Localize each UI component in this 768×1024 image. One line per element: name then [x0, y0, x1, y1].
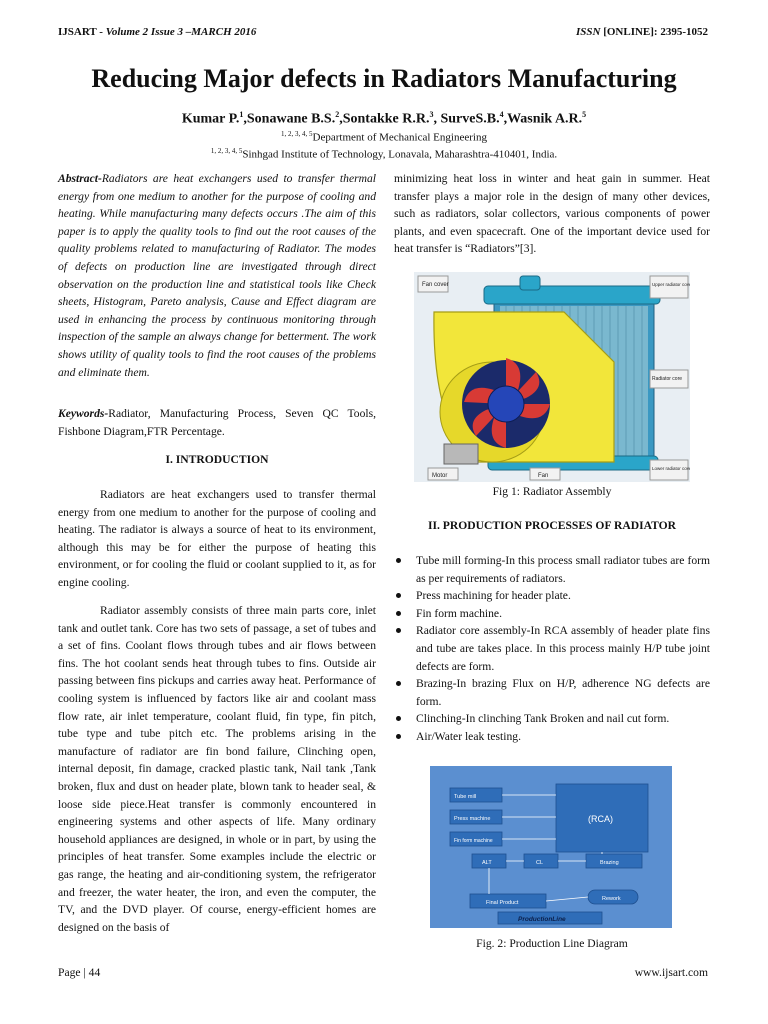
- list-item: Clinching-In clinching Tank Broken and nail cut form.: [394, 710, 710, 728]
- keywords: [58, 405, 376, 440]
- intro-paragraph-1: Radiators are heat exchangers used to transfer thermal energy from one medium to another for the purpose of cooling and heating. The radiator is always a source of heat to its environment, although this may be for either the purpose of heating this environment, or for cooling the fluid or coolant supplied to it, as for engine cooling.: [58, 488, 376, 589]
- abstract: [58, 170, 376, 381]
- author-name: , SurveS.B.: [433, 111, 500, 127]
- label-motor: Motor: [432, 473, 448, 479]
- label-tube-mill: Tube mill: [454, 794, 477, 800]
- label-radiator-core: Radiator core: [652, 376, 683, 382]
- journal-volume: Volume 2 Issue 3 –MARCH 2016: [105, 26, 257, 38]
- list-item: Air/Water leak testing.: [394, 728, 710, 746]
- figure-1-caption: Fig 1: Radiator Assembly: [492, 485, 612, 498]
- radiator-assembly-illustration: [414, 272, 690, 482]
- intro-paragraph-2: Radiator assembly consists of three main parts core, inlet tank and outlet tank. Core has two sets of passage, a set of tubes and a set of fins. Coolant flows through tubes and air flows between fins. The hot coolant sends heat through tubes to fins. Outside air passing between fins pickups and carries away heat. Performance of cooling system is influenced by factors like air and coolant mass flow rate, air inlet temperature, coolant fluid, fin type, fin pitch, tube type and tube pitch etc. The problems arising in the manufacture of radiator are fin bond failure, Clinching open, internal deposit, fin damage, cracked plastic tank, Nail tank ,Tank broken, flux and dust on header plate, blown tank to header seal, & loose side piece.Heat transfer is commonly encountered in engineering systems and other aspects of life. Many ordinary household appliances are designed, in whole or in part, by using the principles of heat transfer. Some examples include the electric or gas range, the heating and air-conditioning system, the refrigerator and freezer, the water heater, the iron, and even the computer, the TV, and the DVD player. Of course, energy-efficient homes are designed on the basis of: [58, 604, 376, 934]
- page-number: Page | 44: [58, 966, 101, 979]
- label-rca: (RCA): [588, 814, 613, 824]
- author-name: ,Wasnik A.R.: [503, 111, 583, 127]
- journal-name: IJSART -: [58, 26, 106, 38]
- label-fan: Fan: [538, 473, 549, 479]
- label-final-product: Final Product: [486, 900, 519, 906]
- label-production-line: ProductionLine: [518, 916, 566, 923]
- author-name: ,Sontakke R.R.: [339, 111, 430, 127]
- label-alt: ALT: [482, 860, 492, 866]
- label-brazing: Brazing: [600, 860, 619, 866]
- list-item: Press machining for header plate.: [394, 587, 710, 605]
- label-rework: Rework: [602, 896, 621, 902]
- issn-header: [576, 26, 708, 38]
- section-heading-production: II. PRODUCTION PROCESSES OF RADIATOR: [427, 519, 677, 532]
- journal-header: [58, 26, 256, 38]
- author-name: ,Sonawane B.S.: [243, 111, 336, 127]
- label-cl: CL: [536, 860, 544, 866]
- affiliation-department: $^{1, 2, 3, 4, 5}$Department of Mechanical Engineering: [281, 130, 487, 144]
- list-item: Radiator core assembly-In RCA assembly of header plate fins and tube are takes place. In this process mainly H/P tube joint defects are form.: [394, 622, 710, 675]
- production-line-svg: [430, 766, 672, 928]
- label-lower-tank: Lower radiator cover: [652, 466, 690, 471]
- label-upper-tank: Upper radiator cover: [652, 282, 690, 287]
- issn-label: ISSN: [575, 26, 601, 38]
- journal-website-link[interactable]: www.ijsart.com: [634, 966, 708, 979]
- radiator-assembly-figure: [414, 272, 690, 482]
- label-fin-form: Fin form machine: [454, 838, 493, 844]
- paper-title: Reducing Major defects in Radiators Manufacturing: [91, 64, 677, 93]
- label-press-machine: Press machine: [454, 816, 491, 822]
- keywords-label: Keywords-: [58, 407, 109, 420]
- intro-paragraph-2-continued: minimizing heat loss in winter and heat gain in summer. Heat transfer plays a major role in the design of many other devices, such as radiators, solar collectors, various components of power plants, and even spacecraft. One of the important device used for heat transfer is “Radiators”[3].: [394, 172, 710, 256]
- affiliation-institute: $^{1, 2, 3, 4, 5}$Sinhgad Institute of Technology, Lonavala, Maharashtra-410401, India.: [210, 147, 558, 161]
- list-item: Fin form machine.: [394, 605, 710, 623]
- issn-value: [ONLINE]: 2395-1052: [603, 26, 708, 38]
- figure-2-caption: Fig. 2: Production Line Diagram: [476, 937, 628, 950]
- section-heading-introduction: I. INTRODUCTION: [165, 453, 269, 466]
- author-name: Kumar P.: [181, 111, 240, 127]
- production-line-diagram: [430, 766, 672, 928]
- list-item: Brazing-In brazing Flux on H/P, adherence NG defects are form.: [394, 675, 710, 710]
- author-list: Kumar P.$^1$,Sonawane B.S.$^2$,Sontakke R.R.$^3$, SurveS.B.$^4$,Wasnik A.R.$^5$: [181, 110, 587, 127]
- abstract-text: Radiators are heat exchangers used to transfer thermal energy from one medium to another for the purpose of cooling and heating. While manufacturing many defects occurs .The aim of this paper is to apply the quality tools to find out the root causes of the quality problems related to manufacturing of Radiator. The modes of defects on production line are investigated through direct observation on the production line and statistical tools like Check sheets, Histogram, Pareto analysis, Cause and Effect diagram are used in enhancing the process by continuous monitoring through inspection of the sample an always change for betterment. The work shows utility of quality tools to find the root causes of the problems and eliminate them.: [58, 172, 376, 379]
- production-process-list: [394, 552, 710, 746]
- abstract-label: Abstract-: [58, 172, 102, 185]
- list-item: Tube mill forming-In this process small radiator tubes are form as per requirements of radiators.: [394, 552, 710, 587]
- keywords-text: Radiator, Manufacturing Process, Seven QC Tools, Fishbone Diagram,FTR Percentage.: [58, 407, 376, 438]
- label-fan-cover: Fan cover: [422, 282, 449, 288]
